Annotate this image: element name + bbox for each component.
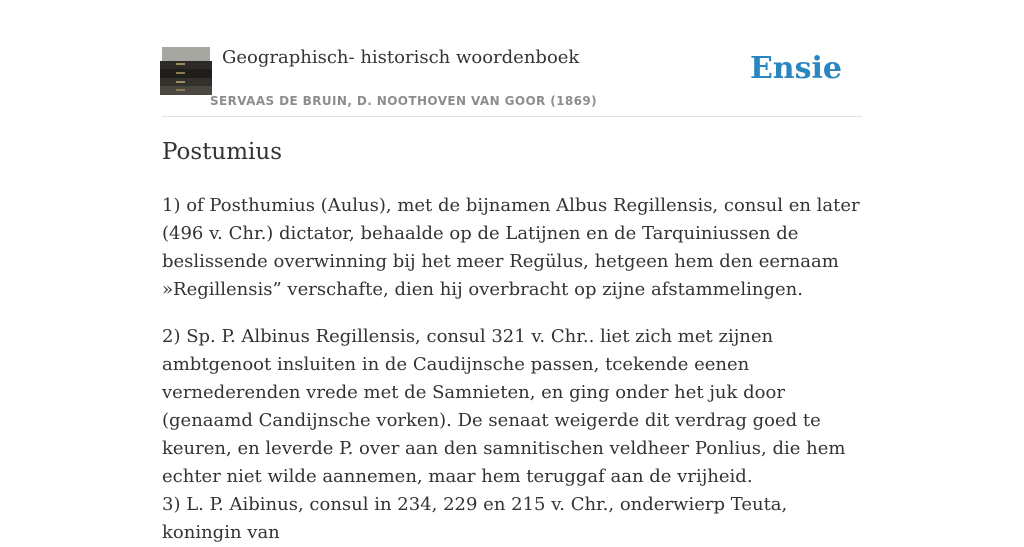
ensie-logo[interactable]: Ensie	[749, 51, 842, 86]
book-cover-thumbnail[interactable]	[162, 47, 210, 95]
book-stack-icon	[162, 47, 210, 95]
entry-paragraph: 2) Sp. P. Albinus Regillensis, consul 321 v. Chr.. liet zich met zijnen ambtgenoot insluiten in de Caudijnsche passen, tcekende eenen vernederenden vrede met de Samnieten, en ging onder het juk door (genaamd Candijnsche vorken). De senaat weigerde dit verdrag goed te keuren, en leverde P. over aan den samnitischen veldheer Ponlius, die hem echter niet wilde aannemen, maar hem teruggaf aan de vrijheid.	[162, 326, 846, 487]
entry-paragraph: 3) L. P. Aibinus, consul in 234, 229 en 215 v. Chr., onderwierp Teuta, koningin van	[162, 494, 788, 543]
book-title[interactable]: Geographisch- historisch woordenboek	[222, 47, 580, 68]
entry-paragraph: 1) of Posthumius (Aulus), met de bijnamen Albus Regillensis, consul en later (496 v. Chr.) dictator, behaalde op de Latijnen en de Tarquiniussen de beslissende overwinning bij het meer Regülus, hetgeen hem den eernaam »Regillensis” verschafte, dien hij overbracht op zijne afstammelingen.	[162, 195, 860, 300]
book-author: SERVAAS DE BRUIN, D. NOOTHOVEN VAN GOOR (1869)	[210, 94, 598, 108]
entry-title: Postumius	[162, 139, 283, 165]
source-header	[162, 40, 862, 117]
entry-body	[162, 192, 862, 547]
